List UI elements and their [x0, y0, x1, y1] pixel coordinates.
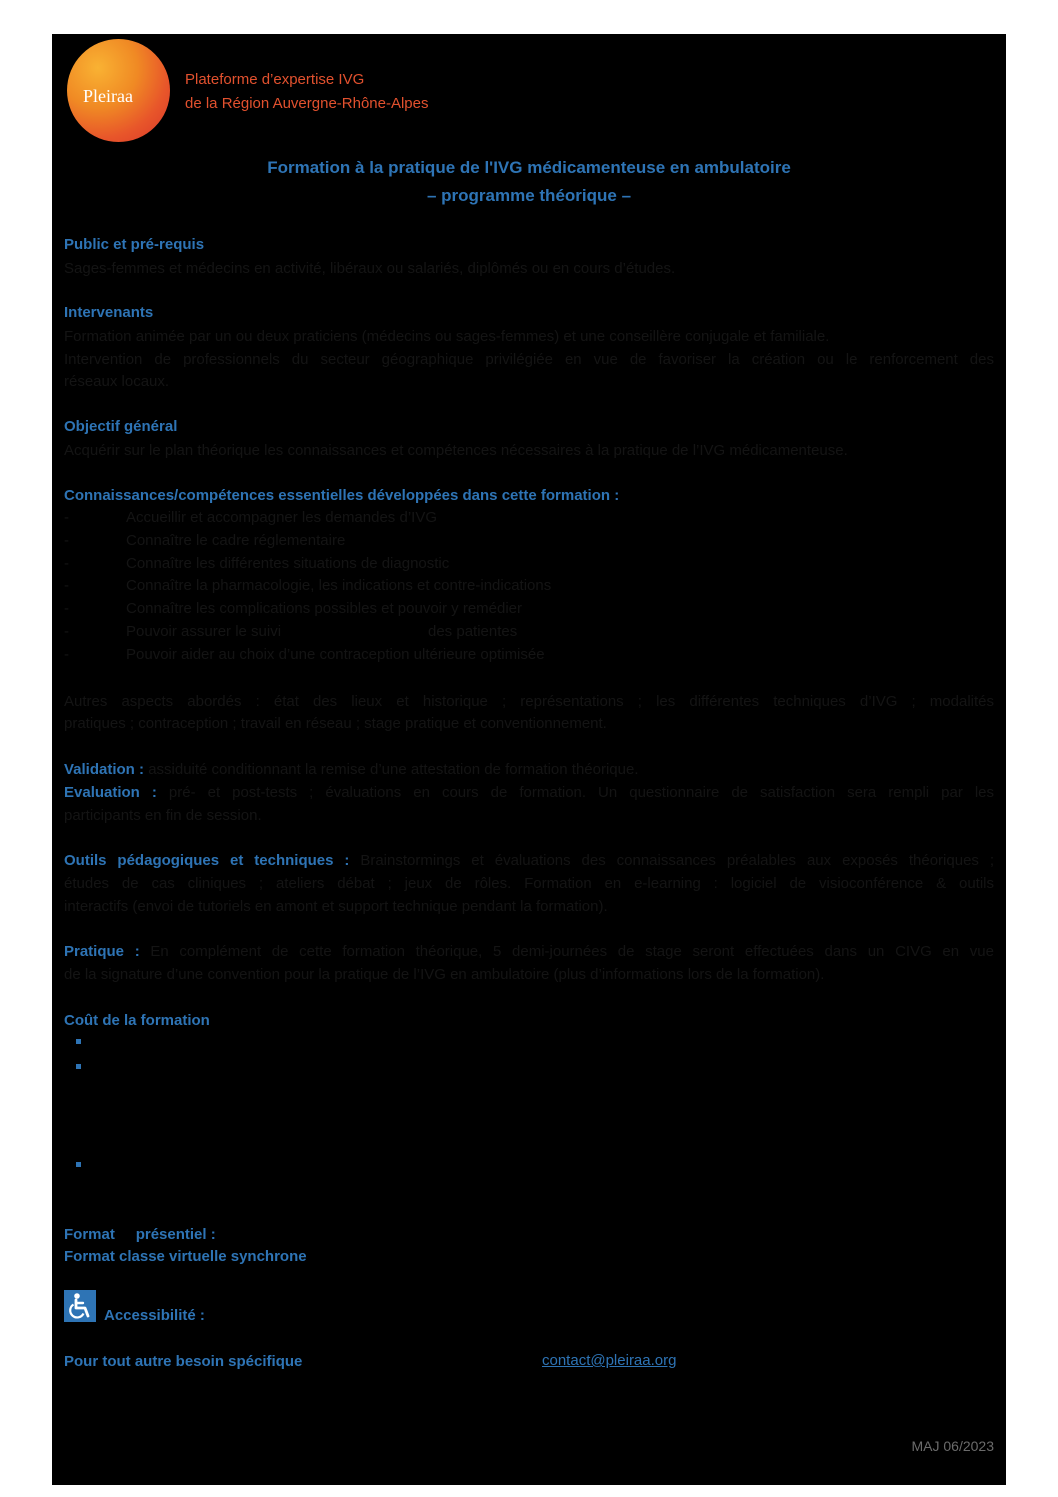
- besoin-label: Pour tout autre besoin spécifique: [64, 1353, 303, 1370]
- competence-item: Pouvoir assurer le suivi: [126, 623, 282, 640]
- validation-line: [64, 759, 639, 781]
- format-label: Format: [64, 1226, 115, 1243]
- bullet-marker: [76, 1039, 81, 1044]
- competence-item: Connaître les complications possibles et pouvoir y remédier: [126, 600, 523, 617]
- document-subtitle: – programme théorique –: [426, 186, 632, 205]
- format-line1: [64, 1224, 216, 1246]
- intervenants-heading: Intervenants: [64, 304, 154, 321]
- competence-item-tail: des patientes: [428, 623, 518, 640]
- pratique-line1: [64, 941, 994, 963]
- intervenants-line2: Intervention de professionnels du secteur géographique privilégiée en vue de favoriser la création ou le renforcement des: [64, 351, 994, 368]
- platform-name-line2: de la Région Auvergne-Rhône-Alpes: [185, 95, 429, 112]
- bullet-marker: [76, 1162, 81, 1167]
- list-dash: -: [64, 555, 69, 572]
- validation-label: Validation :: [64, 761, 145, 778]
- competence-item: Connaître les différentes situations de diagnostic: [126, 555, 450, 572]
- list-dash: -: [64, 577, 69, 594]
- outils-line2: études de cas cliniques ; ateliers débat ; jeux de rôles. Formation en e-learning : logiciel de visioconférence & outils: [64, 875, 994, 892]
- pratique-label: Pratique :: [64, 943, 140, 960]
- autres-line2: pratiques ; contraception ; travail en réseau ; stage pratique et conventionnement.: [64, 715, 607, 732]
- evaluation-line: [64, 782, 994, 804]
- objectif-text: Acquérir sur le plan théorique les connaissances et compétences nécessaires à la pratique de l’IVG médicamenteuse.: [64, 442, 848, 459]
- list-dash: -: [64, 600, 69, 617]
- platform-name-line1: Plateforme d’expertise IVG: [185, 71, 365, 88]
- list-dash: -: [64, 646, 69, 663]
- document-page: [52, 34, 1006, 1485]
- contact-email-link[interactable]: contact@pleiraa.org: [542, 1352, 677, 1369]
- logo-text: Pleiraa: [83, 86, 133, 106]
- public-heading: Public et pré-requis: [64, 236, 205, 253]
- wheelchair-icon: [64, 1290, 96, 1322]
- outils-line1: [64, 850, 994, 872]
- format-line2: Format classe virtuelle synchrone: [64, 1248, 307, 1265]
- cout-heading: Coût de la formation: [64, 1012, 210, 1029]
- objectif-heading: Objectif général: [64, 418, 178, 435]
- evaluation-line2: participants en fin de session.: [64, 807, 262, 824]
- outils-line3: interactifs (envoi de tutoriels en amont et support technique pendant la formation).: [64, 898, 608, 915]
- competence-item: Connaître le cadre réglementaire: [126, 532, 346, 549]
- list-dash: -: [64, 623, 69, 640]
- bullet-marker: [76, 1064, 81, 1069]
- list-dash: -: [64, 509, 69, 526]
- pleiraa-logo: [67, 39, 170, 142]
- competence-item: Connaître la pharmacologie, les indications et contre-indications: [126, 577, 552, 594]
- competences-heading: Connaissances/compétences essentielles développées dans cette formation :: [64, 487, 620, 504]
- list-dash: -: [64, 532, 69, 549]
- public-text: Sages-femmes et médecins en activité, libéraux ou salariés, diplômés ou en cours d’études.: [64, 260, 676, 277]
- competence-item: Pouvoir aider au choix d’une contraception ultérieure optimisée: [126, 646, 545, 663]
- competence-item: Accueillir et accompagner les demandes d’IVG: [126, 509, 437, 526]
- update-date: MAJ 06/2023: [911, 1438, 994, 1454]
- evaluation-label: Evaluation :: [64, 784, 157, 801]
- intervenants-line3: réseaux locaux.: [64, 373, 170, 390]
- intervenants-line1: Formation animée par un ou deux praticiens (médecins ou sages-femmes) et une conseillère conjugale et familiale.: [64, 328, 830, 345]
- validation-text: assiduité conditionnant la remise d’une attestation de formation théorique.: [148, 761, 639, 778]
- outils-label: Outils pédagogiques et techniques :: [64, 852, 350, 869]
- document-title: Formation à la pratique de l'IVG médicamenteuse en ambulatoire: [267, 158, 791, 177]
- accessibilite-label: Accessibilité :: [104, 1307, 205, 1324]
- autres-line1: Autres aspects abordés : état des lieux et historique ; représentations ; les différentes techniques d’IVG ; modalités: [64, 693, 994, 710]
- outils-text: Brainstormings et évaluations des connaissances préalables aux exposés théoriques ;: [360, 852, 994, 869]
- pratique-line2: de la signature d’une convention pour la pratique de l’IVG en ambulatoire (plus d’informations lors de la formation).: [64, 966, 825, 983]
- evaluation-text: pré- et post-tests ; évaluations en cours de formation. Un questionnaire de satisfaction sera rempli par les: [168, 784, 995, 801]
- format-presentiel-label: présentiel :: [135, 1226, 216, 1243]
- pratique-text: En complément de cette formation théorique, 5 demi-journées de stage seront effectuées dans un CIVG en vue: [150, 943, 994, 960]
